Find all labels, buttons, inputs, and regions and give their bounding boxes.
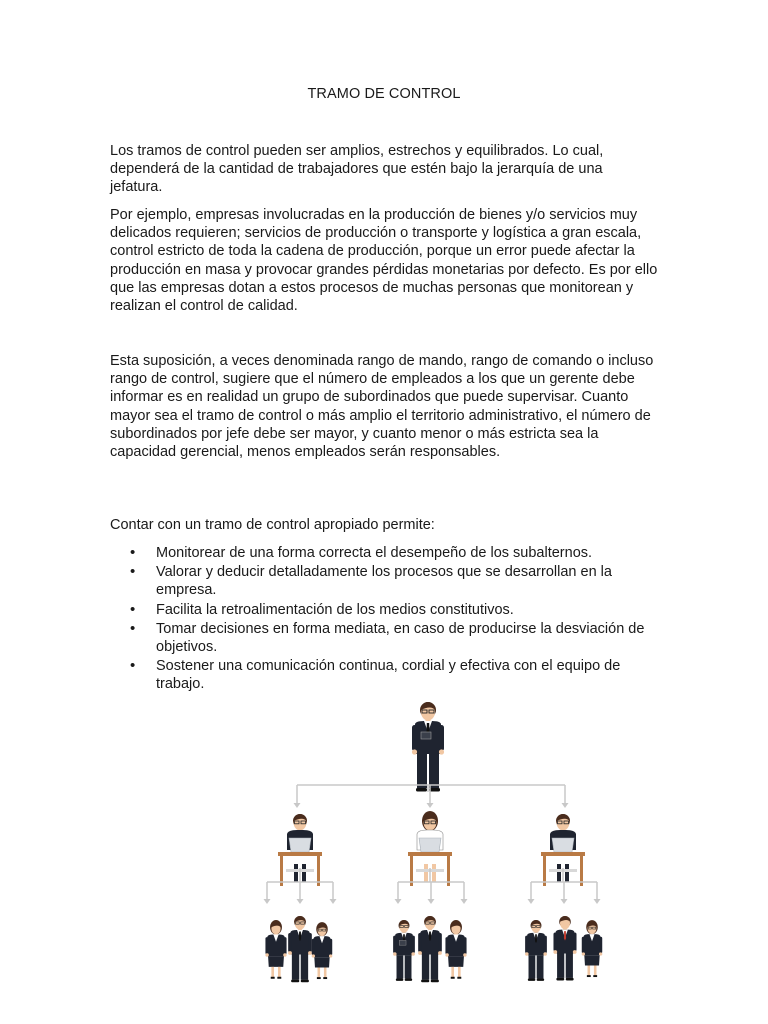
document-title: TRAMO DE CONTROL — [307, 86, 461, 102]
org-chart-illustration — [240, 696, 640, 992]
arrow-head-icon — [330, 899, 337, 904]
arrow-head-icon — [428, 899, 435, 904]
team-member-figure — [418, 916, 442, 982]
team-member-figure — [312, 922, 333, 979]
team-member-figure — [265, 920, 286, 979]
arrow-head-icon — [528, 899, 535, 904]
arrow-head-icon — [294, 803, 301, 808]
list-item: • Tomar decisiones en forma mediata, en caso de producirse la desviación de objetivos. — [110, 620, 658, 656]
list-item: • Facilita la retroalimentación de los medios constitutivos. — [110, 601, 658, 619]
manager-figure — [412, 702, 444, 792]
arrow-head-icon — [264, 899, 271, 904]
paragraph-3: Esta suposición, a veces denominada rango de mando, rango de comando o incluso rango de control, sugiere que el número de empleados a los que un gerente debe informar es en realidad un grupo de subordinados que puede supervisar. Cuanto mayor sea el tramo de control o más amplio el territorio administrativo, el número de subordinados por jefe debe ser mayor, y cuanto menor o más estricta sea la capacidad gerencial, menos empleados serán responsables. — [110, 353, 654, 461]
team-member-figure — [288, 916, 312, 982]
team-member-figure — [445, 920, 466, 979]
list-item: • Valorar y deducir detalladamente los procesos que se desarrollan en la empresa. — [110, 563, 658, 599]
arrow-head-icon — [461, 899, 468, 904]
arrow-head-icon — [594, 899, 601, 904]
team-member-figure — [393, 920, 415, 981]
arrow-head-icon — [562, 803, 569, 808]
benefits-list — [110, 544, 658, 695]
team-member-figure — [525, 920, 547, 981]
list-item: • Sostener una comunicación continua, cordial y efectiva con el equipo de trabajo. — [110, 657, 658, 693]
paragraph-2: Por ejemplo, empresas involucradas en la producción de bienes y/o servicios muy delicados requieren; servicios de producción o transporte y logística a gran escala, control estricto de toda la cadena de producción, porque un error puede afectar la producción en masa y provocar grandes pérdidas monetarias por defecto. Es por ello que las empresas dotan a estos procesos de muchas personas que monitorean y realizan el control de calidad. — [110, 207, 658, 315]
arrow-head-icon — [297, 899, 304, 904]
arrow-head-icon — [395, 899, 402, 904]
paragraph-1: Los tramos de control pueden ser amplios, estrechos y equilibrados. Lo cual, dependerá de la cantidad de trabajadores que estén bajo la jerarquía de una jefatura. — [110, 143, 604, 196]
arrow-head-icon — [427, 803, 434, 808]
team-member-figure — [553, 916, 576, 980]
list-item: • Monitorear de una forma correcta el desempeño de los subalternos. — [110, 544, 658, 562]
team-member-figure — [582, 920, 603, 977]
arrow-head-icon — [561, 899, 568, 904]
paragraph-4: Contar con un tramo de control apropiado permite: — [110, 517, 435, 533]
